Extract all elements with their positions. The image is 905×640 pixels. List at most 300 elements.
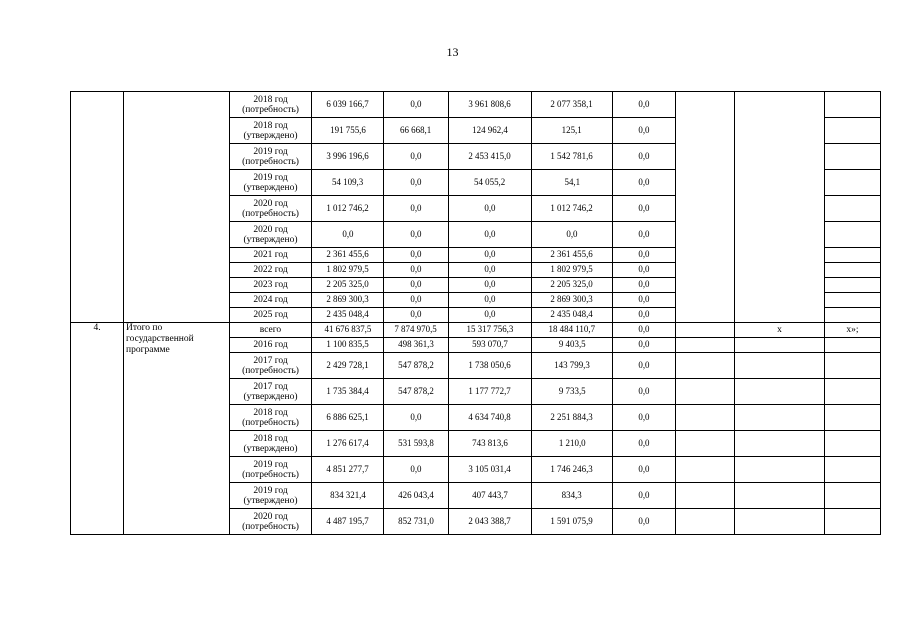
year-cell (230, 222, 312, 248)
year-label: 2019 год (253, 459, 288, 470)
extra-cell (735, 338, 825, 353)
last-cell (825, 278, 881, 293)
value-cell (613, 431, 676, 457)
year-cell (230, 457, 312, 483)
value-cell (613, 293, 676, 308)
value-cell (449, 92, 532, 118)
year-label: (утверждено) (243, 495, 298, 506)
value-cell (449, 457, 532, 483)
value-text: 143 799,3 (554, 360, 590, 371)
extra-cell (735, 405, 825, 431)
value-cell (384, 293, 449, 308)
value-text: 124 962,4 (472, 125, 508, 136)
value-text: 2 435 048,4 (326, 310, 369, 320)
extra-cell (735, 509, 825, 535)
value-text: 1 177 772,7 (468, 386, 512, 397)
value-cell (312, 308, 384, 323)
value-text: 2 361 455,6 (326, 250, 369, 260)
year-label: 2017 год (253, 381, 288, 392)
year-cell (230, 323, 312, 338)
value-text: 54,1 (564, 177, 580, 188)
value-cell (532, 457, 613, 483)
value-text: 0,0 (638, 151, 650, 162)
year-label: 2019 год (253, 172, 288, 183)
year-label: 2018 год (253, 433, 288, 444)
value-cell (449, 248, 532, 263)
value-cell (613, 144, 676, 170)
extra-cell (735, 379, 825, 405)
value-cell (384, 509, 449, 535)
value-cell (449, 222, 532, 248)
value-cell (384, 92, 449, 118)
value-text: 0,0 (638, 250, 650, 260)
value-text: 0,0 (341, 229, 354, 240)
extra-cell (735, 353, 825, 379)
value-cell (613, 278, 676, 293)
value-cell (613, 263, 676, 278)
end-mark-cell: x»; (825, 323, 881, 338)
year-cell (230, 196, 312, 222)
item-number-cell: 4. (71, 323, 124, 535)
value-cell (532, 405, 613, 431)
value-text: 4 634 740,8 (468, 412, 512, 423)
table-row (71, 323, 881, 338)
value-text: 41 676 837,5 (324, 325, 371, 335)
last-cell (825, 379, 881, 405)
value-text: 834,3 (561, 490, 583, 501)
value-cell (532, 170, 613, 196)
value-text: 0,0 (484, 229, 496, 240)
value-cell (312, 263, 384, 278)
value-cell (312, 431, 384, 457)
extra-cell (735, 457, 825, 483)
value-cell (384, 278, 449, 293)
value-cell (532, 118, 613, 144)
year-label: 2018 год (253, 120, 288, 131)
value-cell (384, 405, 449, 431)
value-text: 0,0 (638, 360, 650, 371)
year-cell (230, 278, 312, 293)
value-cell (312, 379, 384, 405)
value-text: 2 869 300,3 (326, 295, 369, 305)
value-text: 1 738 050,6 (468, 360, 512, 371)
value-text: 6 886 625,1 (326, 412, 369, 423)
last-cell (825, 457, 881, 483)
value-text: 0,0 (484, 295, 496, 305)
value-cell (384, 170, 449, 196)
year-cell (230, 353, 312, 379)
year-cell (230, 483, 312, 509)
value-cell (449, 509, 532, 535)
value-cell (384, 118, 449, 144)
value-cell (613, 509, 676, 535)
value-cell (384, 379, 449, 405)
extra-cell (676, 457, 735, 483)
last-cell (825, 144, 881, 170)
value-text: 18 484 110,7 (548, 325, 596, 335)
year-label: (утверждено) (243, 391, 298, 402)
value-text: 0,0 (410, 151, 422, 162)
value-text: 0,0 (410, 99, 422, 110)
value-cell (384, 308, 449, 323)
value-text: 3 996 196,6 (326, 151, 369, 162)
total-block (71, 323, 881, 535)
year-cell (230, 338, 312, 353)
extra-cell (676, 353, 735, 379)
value-cell (384, 431, 449, 457)
value-cell (312, 196, 384, 222)
value-cell (532, 379, 613, 405)
value-text: 1 591 075,9 (550, 516, 594, 527)
value-text: 0,0 (410, 295, 422, 305)
value-cell (449, 263, 532, 278)
item-name-text: Итого по государственной программе (126, 323, 194, 355)
value-text: 0,0 (638, 386, 650, 397)
value-cell (449, 483, 532, 509)
value-text: 0,0 (638, 99, 650, 110)
value-cell (312, 457, 384, 483)
year-label: (утверждено) (243, 130, 298, 141)
value-cell (449, 431, 532, 457)
value-cell (613, 196, 676, 222)
year-label: всего (259, 325, 282, 335)
value-cell (613, 92, 676, 118)
value-text: 0,0 (410, 464, 422, 475)
value-text: 0,0 (410, 280, 422, 290)
value-text: 1 012 746,2 (550, 203, 594, 214)
value-cell (532, 431, 613, 457)
year-label: 2021 год (253, 250, 288, 260)
value-text: 2 869 300,3 (550, 295, 594, 305)
value-cell (613, 379, 676, 405)
value-text: 2 205 325,0 (550, 280, 594, 290)
last-cell (825, 248, 881, 263)
year-label: 2022 год (253, 265, 288, 275)
value-text: 593 070,7 (472, 340, 508, 350)
value-cell (384, 457, 449, 483)
value-cell (613, 405, 676, 431)
value-text: 0,0 (410, 177, 422, 188)
value-text: 0,0 (638, 265, 650, 275)
item-name-cell (124, 323, 230, 535)
value-cell (384, 144, 449, 170)
year-label: (потребность) (242, 469, 299, 480)
last-cell (825, 308, 881, 323)
value-cell (532, 308, 613, 323)
last-cell (825, 338, 881, 353)
value-text: 2 453 415,0 (468, 151, 512, 162)
year-label: 2017 год (253, 355, 288, 366)
extra-cell (676, 92, 735, 323)
value-text: 125,1 (561, 125, 583, 136)
value-text: 3 105 031,4 (468, 464, 512, 475)
year-cell (230, 170, 312, 196)
year-label: (утверждено) (243, 182, 298, 193)
value-cell (532, 263, 613, 278)
extra-cell (735, 92, 825, 323)
extra-cell (676, 379, 735, 405)
value-cell (384, 248, 449, 263)
value-cell (613, 483, 676, 509)
value-text: 498 361,3 (398, 340, 434, 350)
year-cell (230, 379, 312, 405)
value-cell (312, 278, 384, 293)
extra-cell (676, 483, 735, 509)
value-cell (613, 353, 676, 379)
value-cell (312, 118, 384, 144)
value-text: 0,0 (484, 310, 496, 320)
value-text: 4 487 195,7 (326, 516, 369, 527)
year-label: (утверждено) (243, 443, 298, 454)
value-text: 743 813,6 (472, 438, 508, 449)
year-label: 2018 год (253, 94, 288, 105)
value-text: 2 205 325,0 (326, 280, 369, 290)
year-label: 2016 год (253, 340, 288, 350)
value-text: 0,0 (410, 229, 422, 240)
value-text: 0,0 (638, 125, 650, 136)
value-text: 1 276 617,4 (326, 438, 369, 449)
year-cell (230, 92, 312, 118)
value-text: 834 321,4 (329, 490, 366, 501)
value-cell (532, 293, 613, 308)
value-cell (613, 338, 676, 353)
value-text: 0,0 (410, 412, 422, 423)
value-cell (449, 144, 532, 170)
value-cell (312, 92, 384, 118)
extra-cell (735, 431, 825, 457)
value-text: 2 361 455,6 (550, 250, 594, 260)
year-cell (230, 293, 312, 308)
value-text: 15 317 756,3 (466, 325, 514, 335)
value-text: 54 055,2 (474, 177, 506, 188)
value-text: 0,0 (638, 280, 650, 290)
value-text: 191 755,6 (329, 125, 366, 136)
value-cell (312, 222, 384, 248)
extra-cell (676, 509, 735, 535)
budget-table (70, 91, 881, 535)
value-cell (532, 323, 613, 338)
upper-block (71, 92, 881, 323)
value-text: 852 731,0 (398, 516, 434, 527)
value-text: 1 802 979,5 (550, 265, 594, 275)
value-cell (449, 293, 532, 308)
value-cell (384, 483, 449, 509)
value-cell (312, 405, 384, 431)
value-cell (312, 248, 384, 263)
item-number-cell (71, 92, 124, 323)
year-label: (потребность) (242, 156, 299, 167)
year-label: 2023 год (253, 280, 288, 290)
value-text: 0,0 (638, 464, 650, 475)
value-cell (532, 278, 613, 293)
year-label: 2024 год (253, 295, 288, 305)
value-cell (532, 92, 613, 118)
year-cell (230, 118, 312, 144)
value-text: 0,0 (638, 516, 650, 527)
value-text: 1 542 781,6 (550, 151, 594, 162)
value-cell (449, 196, 532, 222)
value-cell (613, 170, 676, 196)
value-text: 6 039 166,7 (326, 99, 369, 110)
value-text: 547 878,2 (398, 386, 434, 397)
year-label: 2020 год (253, 198, 288, 209)
year-label: 2019 год (253, 146, 288, 157)
value-text: 0,0 (638, 229, 650, 240)
value-cell (312, 353, 384, 379)
year-label: 2018 год (253, 407, 288, 418)
value-cell (613, 457, 676, 483)
value-cell (312, 338, 384, 353)
value-text: 9 403,5 (558, 340, 586, 350)
value-cell (384, 222, 449, 248)
last-cell (825, 222, 881, 248)
value-cell (532, 483, 613, 509)
value-text: 0,0 (410, 310, 422, 320)
extra-cell (676, 338, 735, 353)
year-label: (потребность) (242, 417, 299, 428)
value-text: 0,0 (638, 325, 650, 335)
last-cell (825, 118, 881, 144)
value-text: 54 109,3 (331, 177, 364, 188)
value-text: 1 735 384,4 (326, 386, 369, 397)
value-text: 0,0 (484, 280, 496, 290)
value-text: 2 251 884,3 (550, 412, 594, 423)
year-label: (потребность) (242, 521, 299, 532)
year-label: 2019 год (253, 485, 288, 496)
value-cell (384, 196, 449, 222)
value-cell (449, 278, 532, 293)
last-cell (825, 170, 881, 196)
value-cell (384, 338, 449, 353)
value-text: 1 100 835,5 (326, 340, 369, 350)
value-text: 1 210,0 (558, 438, 586, 449)
value-text: 0,0 (566, 229, 578, 240)
table-row (71, 92, 881, 118)
value-cell (532, 338, 613, 353)
value-text: 0,0 (638, 412, 650, 423)
last-cell (825, 483, 881, 509)
value-cell (449, 170, 532, 196)
year-cell (230, 263, 312, 278)
value-text: 1 802 979,5 (326, 265, 369, 275)
value-text: 9 733,5 (558, 386, 586, 397)
value-text: 2 429 728,1 (326, 360, 369, 371)
value-text: 1 012 746,2 (326, 203, 369, 214)
last-cell (825, 293, 881, 308)
last-cell (825, 405, 881, 431)
extra-cell (735, 483, 825, 509)
value-text: 0,0 (638, 295, 650, 305)
value-cell (449, 323, 532, 338)
year-cell (230, 405, 312, 431)
value-cell (449, 379, 532, 405)
extra-cell (676, 323, 735, 338)
value-text: 3 961 808,6 (468, 99, 512, 110)
value-cell (532, 222, 613, 248)
value-text: 547 878,2 (398, 360, 434, 371)
value-text: 0,0 (638, 310, 650, 320)
value-text: 0,0 (638, 177, 650, 188)
year-cell (230, 144, 312, 170)
value-text: 531 593,8 (398, 438, 434, 449)
value-text: 66 668,1 (400, 125, 432, 136)
value-text: 426 043,4 (398, 490, 434, 501)
value-text: 2 077 358,1 (550, 99, 594, 110)
value-cell (532, 196, 613, 222)
year-label: (потребность) (242, 365, 299, 376)
year-label: (утверждено) (243, 234, 298, 245)
value-cell (449, 308, 532, 323)
value-cell (449, 405, 532, 431)
value-text: 2 043 388,7 (468, 516, 512, 527)
last-cell (825, 431, 881, 457)
value-text: 0,0 (638, 340, 650, 350)
value-text: 0,0 (638, 203, 650, 214)
value-cell (312, 144, 384, 170)
value-cell (532, 248, 613, 263)
value-cell (613, 222, 676, 248)
value-text: 0,0 (484, 250, 496, 260)
value-cell (384, 353, 449, 379)
value-cell (312, 509, 384, 535)
year-cell (230, 509, 312, 535)
year-label: 2020 год (253, 224, 288, 235)
value-cell (312, 293, 384, 308)
value-text: 0,0 (484, 203, 496, 214)
extra-cell (676, 405, 735, 431)
value-cell (312, 170, 384, 196)
value-text: 0,0 (410, 203, 422, 214)
value-cell (613, 248, 676, 263)
last-cell (825, 509, 881, 535)
value-cell (613, 118, 676, 144)
value-text: 0,0 (484, 265, 496, 275)
value-text: 2 435 048,4 (550, 310, 594, 320)
page-number: 13 (446, 45, 459, 59)
value-text: 7 874 970,5 (394, 325, 438, 335)
value-cell (312, 483, 384, 509)
value-cell (613, 308, 676, 323)
value-text: 407 443,7 (472, 490, 508, 501)
extra-cell (676, 431, 735, 457)
x-mark-cell: x (735, 323, 825, 338)
item-name-cell (124, 92, 230, 323)
year-label: (потребность) (242, 104, 299, 115)
value-cell (532, 353, 613, 379)
year-cell (230, 431, 312, 457)
value-text: 0,0 (410, 265, 422, 275)
value-cell (613, 323, 676, 338)
year-cell (230, 248, 312, 263)
last-cell (825, 353, 881, 379)
value-text: 1 746 246,3 (550, 464, 594, 475)
value-cell (449, 338, 532, 353)
value-text: 0,0 (410, 250, 422, 260)
value-cell (532, 509, 613, 535)
last-cell (825, 92, 881, 118)
value-cell (532, 144, 613, 170)
last-cell (825, 196, 881, 222)
value-text: 4 851 277,7 (326, 464, 369, 475)
value-text: 0,0 (638, 438, 650, 449)
value-cell (384, 323, 449, 338)
year-cell (230, 308, 312, 323)
year-label: 2020 год (253, 511, 288, 522)
value-cell (449, 118, 532, 144)
last-cell (825, 263, 881, 278)
value-cell (449, 353, 532, 379)
value-cell (312, 323, 384, 338)
